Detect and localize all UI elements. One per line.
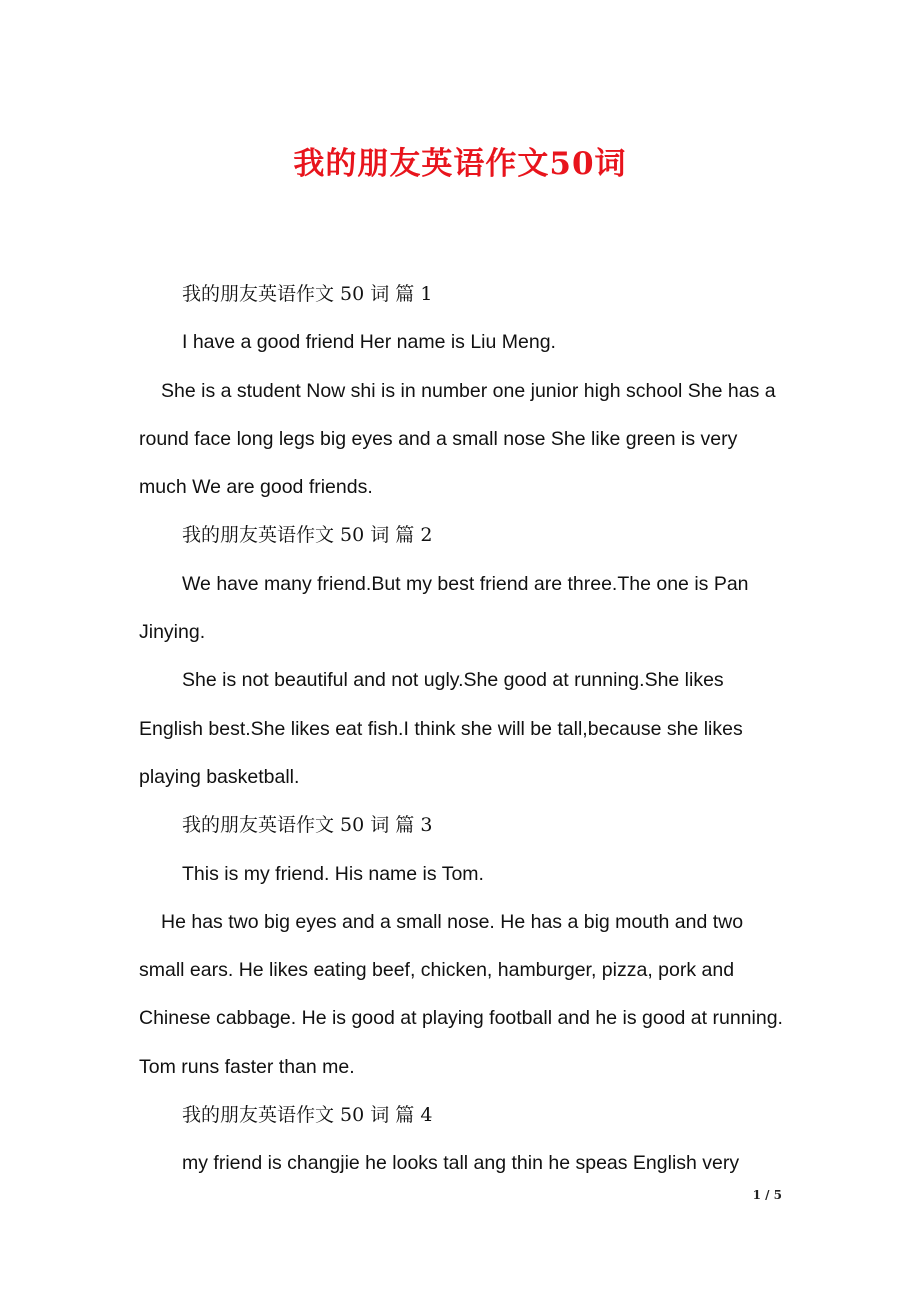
document-title: 我的朋友英语作文50词 bbox=[293, 146, 627, 182]
paragraph: She is not beautiful and not ugly.She good at running.She likes English best.She likes eat fish.I think she will be tall,because she likes playing basketball. bbox=[139, 669, 743, 788]
paragraph: He has two big eyes and a small nose. He has a big mouth and two small ears. He likes eating beef, chicken, hamburger, pizza, pork and Chinese cabbage. He is good at playing football and he is good at running. Tom runs faster than me. bbox=[139, 910, 783, 1078]
document-body bbox=[139, 270, 784, 1188]
paragraph: my friend is changjie he looks tall ang thin he speas English very bbox=[182, 1152, 740, 1175]
paragraph: We have many friend.But my best friend are three.The one is Pan Jinying. bbox=[139, 572, 749, 644]
section-heading-2: 我的朋友英语作文 50 词 篇 2 bbox=[182, 524, 433, 547]
section-heading-3: 我的朋友英语作文 50 词 篇 3 bbox=[182, 814, 433, 837]
paragraph: She is a student Now shi is in number one junior high school She has a round face long legs big eyes and a small nose She like green is very much We are good friends. bbox=[139, 379, 776, 499]
page-number: 1 / 5 bbox=[752, 1188, 782, 1202]
section-heading-4: 我的朋友英语作文 50 词 篇 4 bbox=[182, 1104, 433, 1127]
paragraph: This is my friend. His name is Tom. bbox=[182, 862, 484, 885]
paragraph: I have a good friend Her name is Liu Meng. bbox=[182, 331, 556, 354]
section-heading-1: 我的朋友英语作文 50 词 篇 1 bbox=[182, 283, 433, 305]
